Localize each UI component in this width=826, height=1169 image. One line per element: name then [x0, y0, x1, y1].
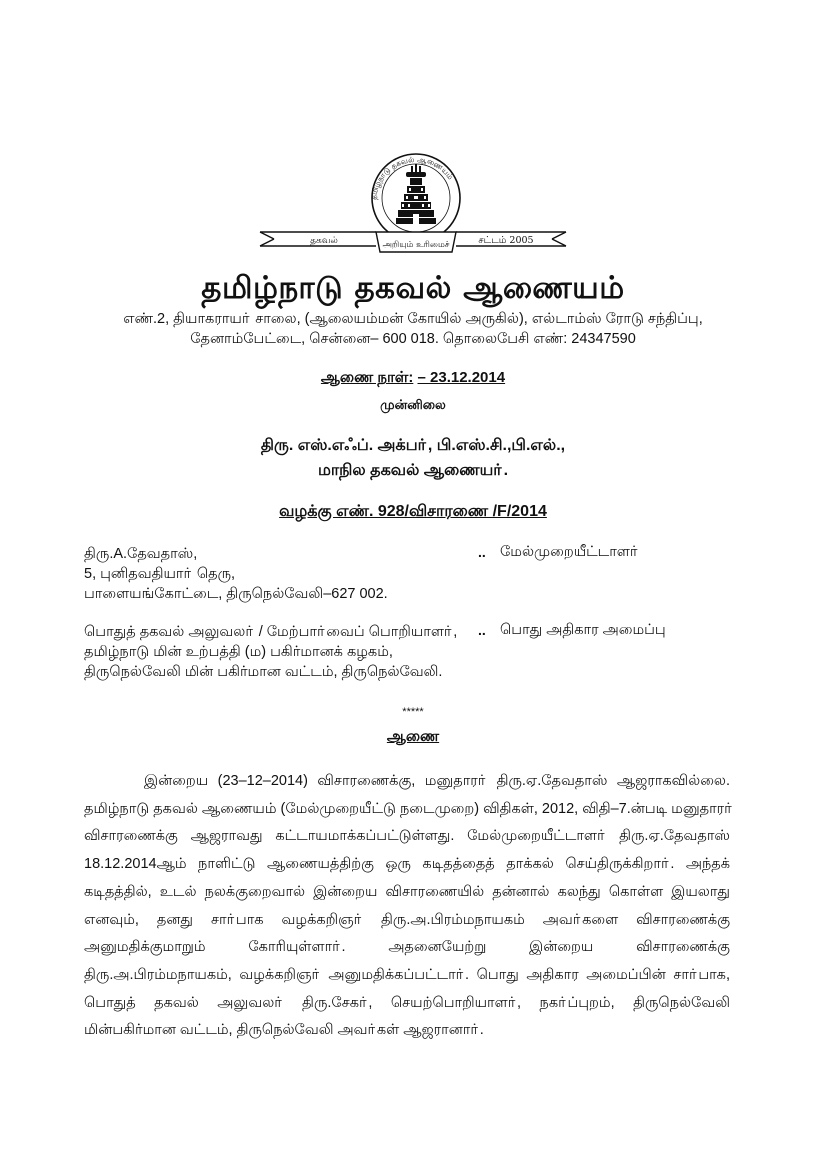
paragraph-line: திரு.அ.பிரம்மநாயகம், வழக்கறிஞா் அனுமதிக்கப்பட்டாா். பொது அதிகார அமைப்பின் சாா்பாக,: [84, 966, 730, 983]
appellant-line: திரு.A.தேவதாஸ்,: [84, 546, 198, 562]
order-date-value: – 23.12.2014: [417, 369, 506, 386]
case-number: வழக்கு எண். 928/விசாரணை /F/2014: [279, 503, 547, 520]
respondent-line: திருநெல்வேலி மின் பகிர்மான வட்டம், திருநெல்வேலி.: [84, 664, 443, 680]
paragraph-line: இன்றைய (23–12–2014) விசாரணைக்கு, மனுதாரா் திரு.ஏ.தேவதாஸ் ஆஜராகவில்லை.: [144, 773, 730, 789]
paragraph-line: 18.12.2014ஆம் நாளிட்டு ஆணையத்திற்கு ஒரு கடிதத்தைத் தாக்கல் செய்திருக்கிறாா். அந்தக்: [84, 856, 730, 873]
respondent-separator: ..: [478, 622, 486, 638]
appellant-role: மேல்முறையீட்டாளா்: [500, 544, 640, 560]
order-paragraph: [84, 768, 734, 1045]
paragraph-line: அனுமதிக்குமாறும் கோரியுள்ளாா். அதனையேற்று இன்றைய விசாரணைக்கு: [84, 939, 730, 956]
paragraph-line: பொதுத் தகவல் அலுவலா் திரு.சேகா், செயற்பொறியாளா், நகா்ப்புறம், திருநெல்வேலி: [84, 994, 730, 1011]
paragraph-line: மின்பகிர்மான வட்டம், திருநெல்வேலி அவா்கள் ஆஜரானாா்.: [84, 1022, 484, 1039]
order-date: [0, 369, 826, 388]
appellant-line: பாளையங்கோட்டை, திருநெல்வேலி–627 002.: [84, 586, 388, 602]
svg-text:சட்டம் 2005: சட்டம் 2005: [478, 235, 534, 246]
appellant-line: 5, புனிதவதியாா் தெரு,: [84, 566, 236, 582]
commissioner-title: மாநில தகவல் ஆணையா்.: [317, 462, 509, 479]
before-label: முன்னிலை: [380, 397, 446, 412]
respondent-role: பொது அதிகார அமைப்பு: [500, 622, 666, 638]
svg-text:அறியும் உரிமைச்: அறியும் உரிமைச்: [382, 240, 450, 250]
svg-text:தகவல்: தகவல்: [310, 236, 338, 246]
paragraph-line: எனவும், தனது சாா்பாக வழக்கறிஞா் திரு.அ.பிரம்மநாயகம் அவா்களை விசாரணைக்கு: [84, 911, 730, 928]
tamil-nadu-emblem: [258, 140, 570, 262]
section-stars: *****: [402, 706, 424, 718]
appellant-separator: ..: [478, 544, 486, 560]
commission-title: தமிழ்நாடு தகவல் ஆணையம்: [201, 270, 625, 306]
paragraph-line: கடிதத்தில், உடல் நலக்குறைவால் இன்றைய விசாரணையில் தன்னால் கலந்து கொள்ள இயலாது: [84, 883, 730, 900]
order-heading: ஆணை: [386, 728, 440, 745]
appellant-block: [84, 544, 388, 604]
respondent-line: பொதுத் தகவல் அலுவலா் / மேற்பாா்வைப் பொறியாளா்,: [84, 624, 458, 640]
temple-icon: [396, 164, 436, 224]
commissioner-name: திரு. எஸ்.எஃப். அக்பா், பி.எஸ்.சி.,பி.எல்.,: [260, 437, 566, 454]
address-line-1: எண்.2, தியாகராயா் சாலை, (ஆலையம்மன் கோயில் அருகில்), எல்டாம்ஸ் ரோடு சந்திப்பு,: [123, 311, 703, 327]
emblem-ribbon: [260, 232, 566, 252]
address-line-2: தேனாம்பேட்டை, சென்னை– 600 018. தொலைபேசி எண்: 24347590: [190, 331, 636, 347]
respondent-line: தமிழ்நாடு மின் உற்பத்தி (ம) பகிர்மானக் கழகம்,: [84, 644, 393, 660]
paragraph-line: தமிழ்நாடு தகவல் ஆணையம் (மேல்முறையீட்டு நடைமுறை) விதிகள், 2012, விதி–7.ன்படி மனுதாரா்: [84, 800, 734, 817]
order-date-label: ஆணை நாள்:: [320, 369, 414, 386]
emblem-arc-text: தமிழ்நாடு தகவல் ஆணையம்: [369, 154, 456, 201]
paragraph-line: விசாரணைக்கு ஆஜராவது கட்டாயமாக்கப்பட்டுள்ளது. மேல்முறையீட்டாளா் திரு.ஏ.தேவதாஸ்: [84, 828, 730, 845]
respondent-block: [84, 622, 457, 682]
